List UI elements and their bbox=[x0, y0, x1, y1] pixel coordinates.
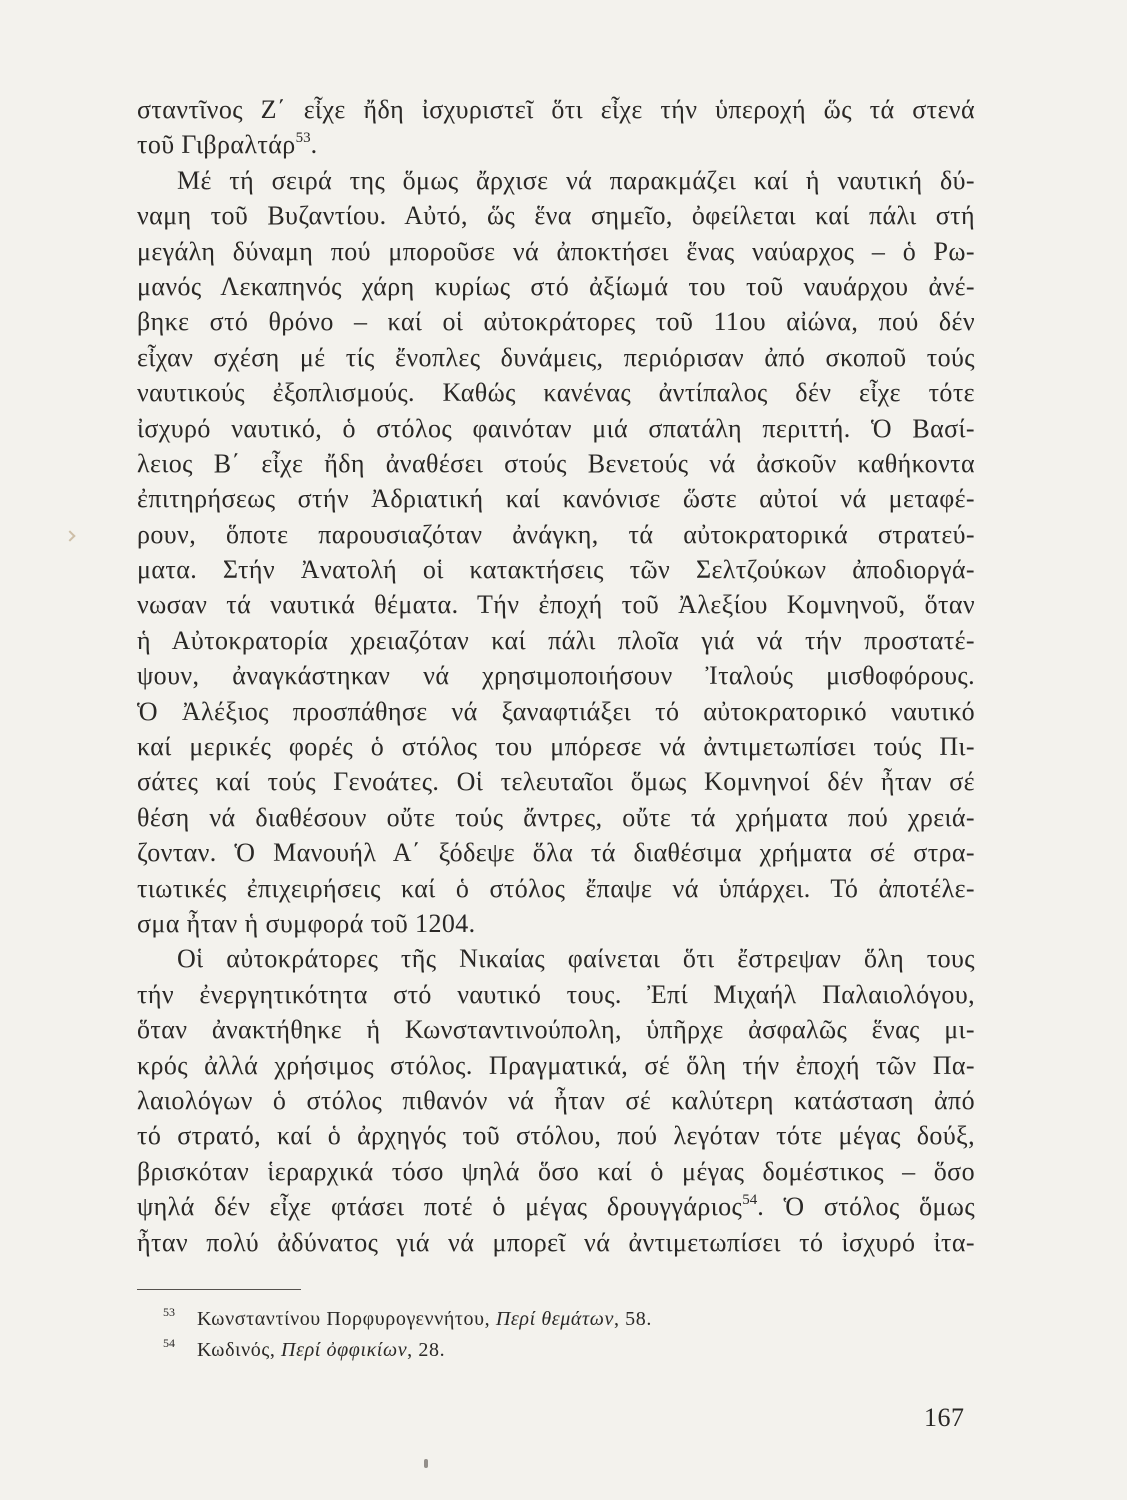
footnote-reference: 53 bbox=[295, 130, 311, 147]
paragraph bbox=[137, 92, 975, 163]
text-line: ματα. Στήν Ἀνατολή οἱ κατακτήσεις τῶν Σελτζούκων ἀποδιοργά- bbox=[137, 555, 975, 585]
text-line: λαιολόγων ὁ στόλος πιθανόν νά ἦταν σέ καλύτερη κατάσταση ἀπό bbox=[137, 1085, 975, 1115]
text-line: ἐπιτηρήσεως στήν Ἀδριατική καί κανόνισε ὥστε αὐτοί νά μεταφέ- bbox=[137, 484, 975, 514]
text-line: ναμη τοῦ Βυζαντίου. Αὐτό, ὥς ἕνα σημεῖο, ὀφείλεται καί πάλι στή bbox=[137, 201, 975, 231]
text-line: ψουν, ἀναγκάστηκαν νά χρησιμοποιήσουν Ἰταλούς μισθοφόρους. bbox=[137, 661, 975, 691]
footnote-reference: 54 bbox=[742, 1192, 758, 1209]
footnote-author: Κωνσταντίνου Πορφυρογεννήτου, bbox=[197, 1308, 496, 1330]
text-line-text: . Ὁ στόλος ὅμως bbox=[757, 1192, 976, 1222]
text-line: Οἱ αὐτοκράτορες τῆς Νικαίας φαίνεται ὅτι ἔστρεψαν ὅλη τους bbox=[177, 944, 975, 974]
text-line: βρισκόταν ἱεραρχικά τόσο ψηλά ὅσο καί ὁ μέγας δομέστικος – ὅσο bbox=[137, 1156, 975, 1186]
text-line-text: ψηλά δέν εἶχε φτάσει ποτέ ὁ μέγας δρουγγάριος bbox=[137, 1192, 743, 1222]
footnote-author: Κωδινός, bbox=[197, 1339, 282, 1361]
margin-arrow-mark bbox=[64, 530, 75, 541]
text-line: Μέ τή σειρά της ὅμως ἄρχισε νά παρακμάζει καί ἡ ναυτική δύ- bbox=[177, 165, 975, 195]
footnote-locator: , 58. bbox=[613, 1308, 652, 1330]
footnote: 54 Κωδινός, Περί ὀφφικίων, 28. bbox=[163, 1336, 446, 1361]
text-line: τιωτικές ἐπιχειρήσεις καί ὁ στόλος ἔπαψε νά ὑπάρχει. Τό ἀποτέλε- bbox=[137, 873, 975, 903]
text-line: νωσαν τά ναυτικά θέματα. Τήν ἐποχή τοῦ Ἀλεξίου Κομνηνοῦ, ὅταν bbox=[137, 590, 975, 620]
footnote-title: Περί θεμάτων bbox=[495, 1308, 614, 1330]
text-line: τήν ἐνεργητικότητα στό ναυτικό τους. Ἐπί Μιχαήλ Παλαιολόγου, bbox=[137, 979, 975, 1009]
text-line bbox=[137, 1189, 975, 1224]
paragraph bbox=[137, 941, 975, 1260]
text-line-text: τοῦ Γιβραλτάρ bbox=[137, 130, 296, 160]
footnote-separator bbox=[137, 1289, 301, 1290]
text-line: μεγάλη δύναμη πού μποροῦσε νά ἀποκτήσει ἕνας ναύαρχος – ὁ Ρω- bbox=[137, 236, 975, 266]
footnote-locator: , 28. bbox=[407, 1339, 446, 1361]
text-line: ναυτικούς ἐξοπλισμούς. Καθώς κανένας ἀντίπαλος δέν εἶχε τότε bbox=[137, 378, 975, 408]
text-line: ρουν, ὅποτε παρουσιαζόταν ἀνάγκη, τά αὐτοκρατορικά στρατεύ- bbox=[137, 519, 975, 549]
text-line: μανός Λεκαπηνός χάρη κυρίως στό ἀξίωμά του τοῦ ναυάρχου ἀνέ- bbox=[137, 271, 975, 301]
text-line bbox=[137, 127, 975, 162]
text-line: ἰσχυρό ναυτικό, ὁ στόλος φαινόταν μιά σπατάλη περιττή. Ὁ Βασί- bbox=[137, 413, 975, 443]
body-text bbox=[137, 92, 975, 1260]
text-line: θέση νά διαθέσουν οὔτε τούς ἄντρες, οὔτε τά χρήματα πού χρειά- bbox=[137, 802, 975, 832]
text-line: ζονταν. Ὁ Μανουήλ Α΄ ξόδεψε ὅλα τά διαθέσιμα χρήματα σέ στρα- bbox=[137, 838, 975, 868]
text-line: λειος Β΄ εἶχε ἤδη ἀναθέσει στούς Βενετούς νά ἀσκοῦν καθήκοντα bbox=[137, 448, 975, 478]
footnote: 53 Κωνσταντίνου Πορφυρογεννήτου, Περί θεμάτων, 58. bbox=[163, 1305, 652, 1330]
scan-speck bbox=[424, 1459, 428, 1468]
text-line: κρός ἀλλά χρήσιμος στόλος. Πραγματικά, σέ ὅλη τήν ἐποχή τῶν Πα- bbox=[137, 1050, 975, 1080]
text-line-text: . bbox=[310, 130, 318, 160]
text-line: ὅταν ἀνακτήθηκε ἡ Κωνσταντινούπολη, ὑπῆρχε ἀσφαλῶς ἕνας μι- bbox=[137, 1015, 975, 1045]
text-line: σταντῖνος Ζ΄ εἶχε ἤδη ἰσχυριστεῖ ὅτι εἶχε τήν ὑπεροχή ὥς τά στενά bbox=[137, 95, 975, 124]
text-line: τό στρατό, καί ὁ ἀρχηγός τοῦ στόλου, πού λεγόταν τότε μέγας δούξ, bbox=[137, 1121, 975, 1151]
footnotes bbox=[137, 1304, 975, 1366]
text-line: σμα ἦταν ἡ συμφορά τοῦ 1204. bbox=[137, 908, 476, 938]
text-line: ἦταν πολύ ἀδύνατος γιά νά μπορεῖ νά ἀντιμετωπίσει τό ἰσχυρό ἰτα- bbox=[137, 1227, 975, 1257]
text-line: βηκε στό θρόνο – καί οἱ αὐτοκράτορες τοῦ 11ου αἰώνα, πού δέν bbox=[137, 307, 975, 337]
text-line: εἶχαν σχέση μέ τίς ἔνοπλες δυνάμεις, περιόρισαν ἀπό σκοποῦ τούς bbox=[137, 342, 975, 372]
footnote-title: Περί ὀφφικίων bbox=[281, 1339, 408, 1361]
text-line: σάτες καί τούς Γενοάτες. Οἱ τελευταῖοι ὅμως Κομνηνοί δέν ἦταν σέ bbox=[137, 767, 975, 797]
paragraph bbox=[137, 163, 975, 942]
text-line: Ὁ Ἀλέξιος προσπάθησε νά ξαναφτιάξει τό αὐτοκρατορικό ναυτικό bbox=[137, 696, 975, 726]
text-line: ἡ Αὐτοκρατορία χρειαζόταν καί πάλι πλοῖα γιά νά τήν προστατέ- bbox=[137, 625, 975, 655]
text-line: καί μερικές φορές ὁ στόλος του μπόρεσε νά ἀντιμετωπίσει τούς Πι- bbox=[137, 732, 975, 762]
page-number: 167 bbox=[924, 1403, 965, 1432]
